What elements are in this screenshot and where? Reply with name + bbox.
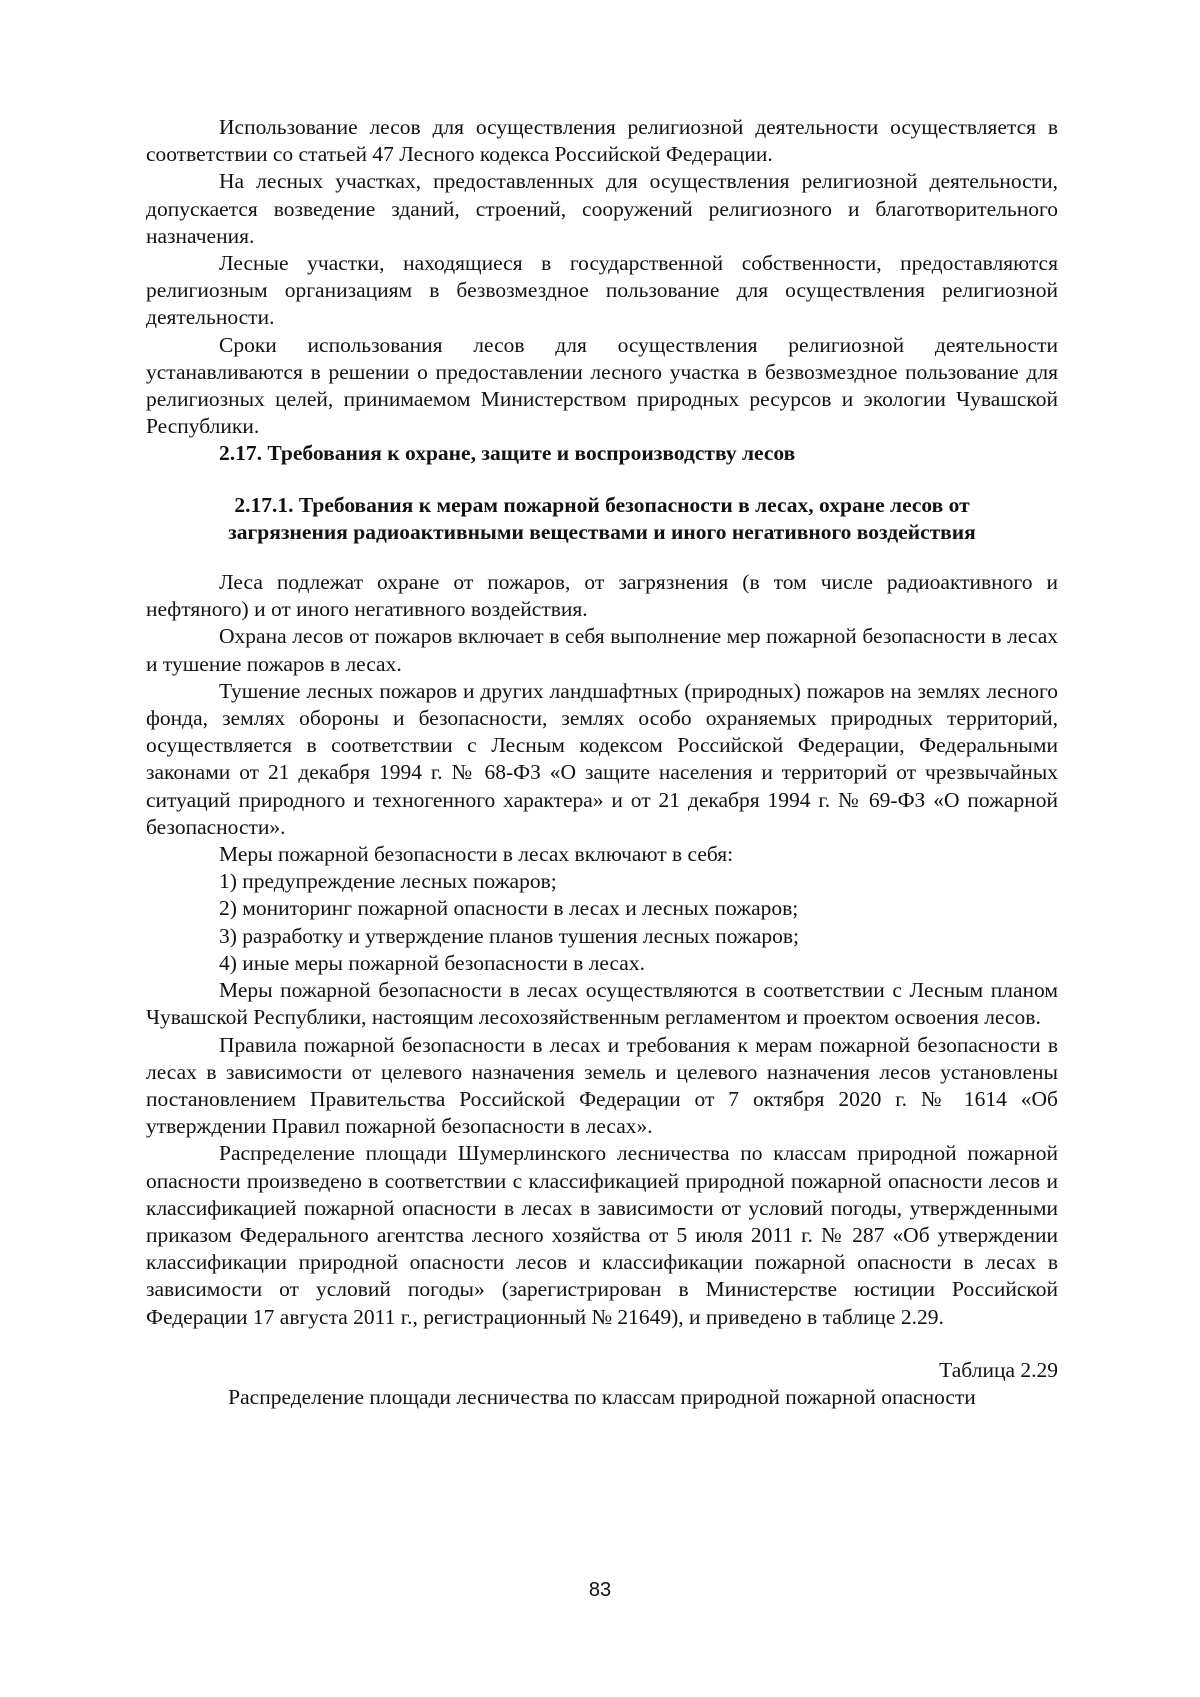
subsection-heading-2-17-1: [146, 492, 1058, 546]
section-heading-2-17: 2.17. Требования к охране, защите и воспроизводству лесов: [219, 441, 796, 466]
paragraph-fire-2: Охрана лесов от пожаров включает в себя выполнение мер пожарной безопасности в лесах и тушение пожаров в лесах.: [146, 624, 1058, 676]
paragraph-fire-7: Распределение площади Шумерлинского лесничества по классам природной пожарной опасности произведено в соответствии с классификацией природной пожарной опасности лесов и классификацией пожарной опасности в лесах в зависимости от условий погоды, утвержденными приказом Федерального агентства лесного хозяйства от 5 июля 2011 г. № 287 «Об утверждении классификации природной опасности лесов и классификации пожарной опасности в лесах в зависимости от условий погоды» (зарегистрирован в Министерстве юстиции Российской Федерации 17 августа 2011 г., регистрационный № 21649), и приведено в таблице 2.29.: [146, 1141, 1058, 1329]
paragraph-fire-1: Леса подлежат охране от пожаров, от загрязнения (в том числе радиоактивного и нефтяного) и от иного негативного воздействия.: [146, 570, 1058, 622]
fire-safety-section: [146, 569, 1058, 1331]
paragraph-religious-2: На лесных участках, предоставленных для осуществления религиозной деятельности, допускается возведение зданий, строений, сооружений религиозного и благотворительного назначения.: [146, 169, 1058, 248]
subsection-heading-line-2: загрязнения радиоактивными веществами и иного негативного воздействия: [228, 519, 976, 544]
paragraph-fire-5: Меры пожарной безопасности в лесах осуществляются в соответствии с Лесным планом Чувашской Республики, настоящим лесохозяйственным регламентом и проектом освоения лесов.: [146, 978, 1058, 1030]
paragraph-fire-6: Правила пожарной безопасности в лесах и требования к мерам пожарной безопасности в лесах в зависимости от целевого назначения земель и целевого назначения лесов установлены постановлением Правительства Российской Федерации от 7 октября 2020 г. № 1614 «Об утверждении Правил пожарной безопасности в лесах».: [146, 1032, 1058, 1139]
paragraph-religious-4: Сроки использования лесов для осуществления религиозной деятельности устанавливаются в решении о предоставлении лесного участка в безвозмездное пользование для религиозных целей, принимаемом Министерством природных ресурсов и экологии Чувашской Республики.: [146, 332, 1058, 439]
subsection-heading-line-1: 2.17.1. Требования к мерам пожарной безопасности в лесах, охране лесов от: [234, 492, 970, 517]
paragraph-fire-4: Меры пожарной безопасности в лесах включают в себя:: [219, 842, 734, 867]
table-caption: Распределение площади лесничества по классам природной пожарной опасности: [228, 1384, 976, 1409]
paragraph-religious-3: Лесные участки, находящиеся в государственной собственности, предоставляются религиозным организациям в безвозмездное пользование для осуществления религиозной деятельности.: [146, 251, 1058, 330]
list-item-2: 2) мониторинг пожарной опасности в лесах и лесных пожаров;: [219, 896, 799, 921]
table-number: Таблица 2.29: [939, 1357, 1058, 1382]
page-content: [146, 114, 1058, 1411]
list-item-1: 1) предупреждение лесных пожаров;: [219, 869, 557, 894]
list-item-4: 4) иные меры пожарной безопасности в лесах.: [219, 950, 645, 975]
paragraph-religious-1: Использование лесов для осуществления религиозной деятельности осуществляется в соответствии со статьей 47 Лесного кодекса Российской Федерации.: [146, 115, 1058, 167]
list-item-3: 3) разработку и утверждение планов тушения лесных пожаров;: [219, 923, 800, 948]
page-number: 83: [588, 1579, 612, 1601]
paragraph-fire-3: Тушение лесных пожаров и других ландшафтных (природных) пожаров на землях лесного фонда, землях обороны и безопасности, землях особо охраняемых природных территорий, осуществляется в соответствии с Лесным кодексом Российской Федерации, Федеральными законами от 21 декабря 1994 г. № 68-ФЗ «О защите населения и территорий от чрезвычайных ситуаций природного и техногенного характера» и от 21 декабря 1994 г. № 69-ФЗ «О пожарной безопасности».: [146, 678, 1058, 839]
